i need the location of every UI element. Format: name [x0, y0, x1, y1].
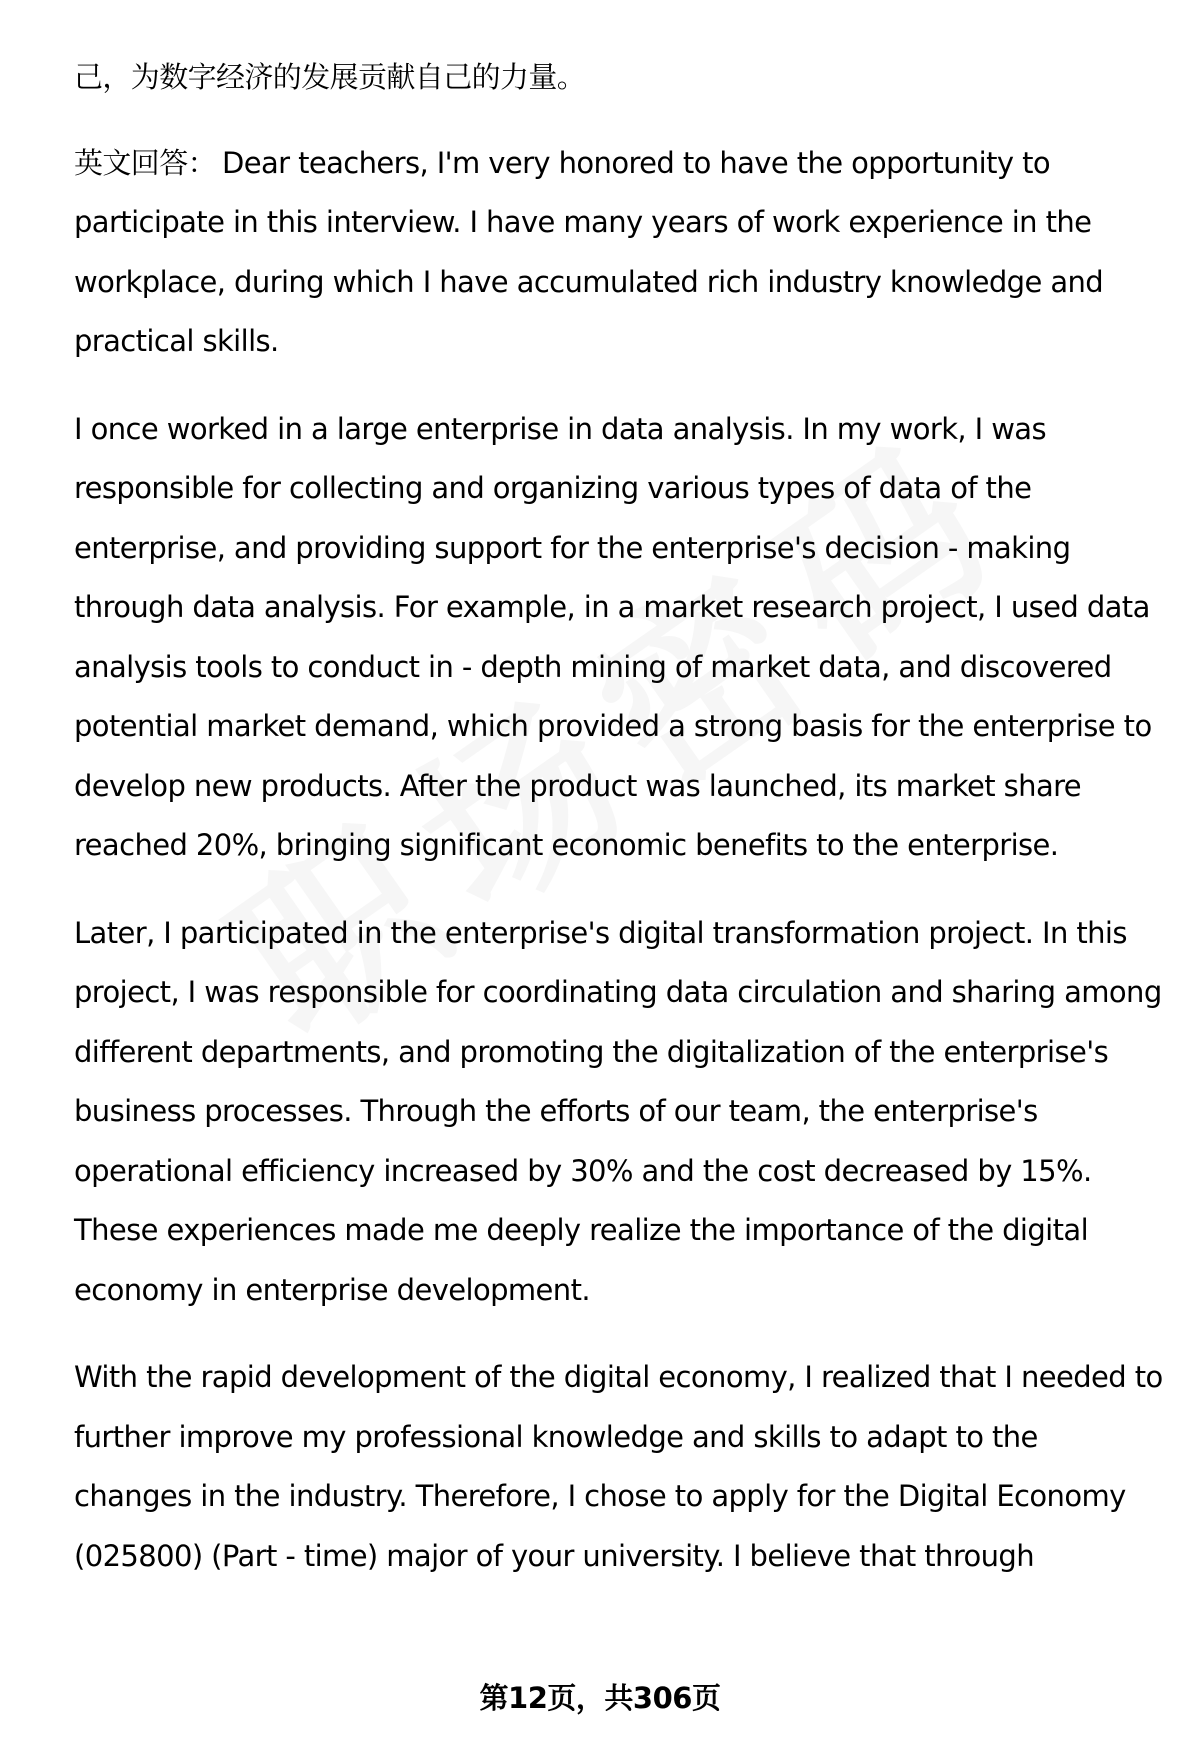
answer-label: 英文回答：: [74, 145, 217, 180]
page-number-footer: 第12页，共306页: [479, 1681, 721, 1715]
answer-intro-text: Dear teachers, I'm very honored to have the opportunity to participate in this interview. I have many years of work experience in the workplace, during which I have accumulated rich industry knowledge and practical skills.: [74, 145, 1104, 358]
paragraph-motivation: With the rapid development of the digital economy, I realized that I needed to further improve my professional knowledge and skills to adapt to the changes in the industry. Therefore, I chose to apply for the Digital Economy (025800) (Part - time) major of your university. I believe that through: [74, 1360, 1163, 1573]
paragraph-digital-transformation: Later, I participated in the enterprise's digital transformation project. In this project, I was responsible for coordinating data circulation and sharing among different departments, and promoting the digitalization of the enterprise's business processes. Through the efforts of our team, the enterprise's operational efficiency increased by 30% and the cost decreased by 15%. These experiences made me deeply realize the importance of the digital economy in enterprise development.: [74, 915, 1162, 1307]
paragraph-data-analysis: I once worked in a large enterprise in data analysis. In my work, I was responsible for collecting and organizing various types of data of the enterprise, and providing support for the enterprise's decision - making through data analysis. For example, in a market research project, I used data analysis tools to conduct in - depth mining of market data, and discovered potential market demand, which provided a strong basis for the enterprise to develop new products. After the product was launched, its market share reached 20%, bringing significant economic benefits to the enterprise.: [74, 411, 1152, 862]
document-body: [74, 48, 1164, 1614]
paragraph-continuation: 己，为数字经济的发展贡献自己的力量。: [74, 60, 586, 94]
paragraph-english-answer: [74, 134, 1164, 372]
